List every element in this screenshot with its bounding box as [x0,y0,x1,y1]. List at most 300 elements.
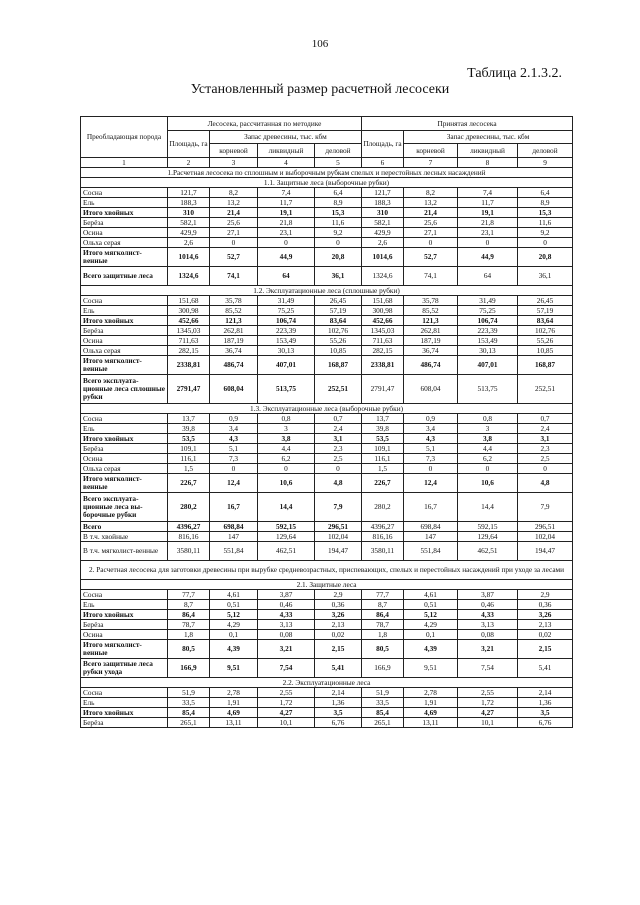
column-number: 6 [362,158,404,168]
value-cell: 1,36 [315,698,362,708]
table-row [81,188,573,198]
value-cell: 582,1 [362,218,404,228]
value-cell: 1345,03 [362,326,404,336]
value-cell: 11,7 [458,198,518,208]
value-cell: 0 [315,238,362,248]
value-cell: 26,45 [315,296,362,306]
value-cell: 3,87 [258,590,315,600]
value-cell: 27,1 [210,228,258,238]
value-cell: 2,78 [210,688,258,698]
value-cell: 3,1 [315,434,362,444]
table-row [81,248,573,267]
value-cell: 121,7 [362,188,404,198]
species-cell: Итого мягколист-венные [81,248,168,267]
species-cell: В т.ч. мягколист-венные [81,542,168,561]
value-cell: 36,1 [315,267,362,286]
section-row [81,561,573,580]
value-cell: 0,51 [404,600,458,610]
value-cell: 194,47 [518,542,573,561]
column-number: 7 [404,158,458,168]
value-cell: 4,69 [210,708,258,718]
value-cell: 265,1 [362,718,404,728]
value-cell: 3,87 [458,590,518,600]
value-cell: 77,7 [168,590,210,600]
value-cell: 11,7 [258,198,315,208]
value-cell: 262,81 [210,326,258,336]
value-cell: 3,21 [258,640,315,659]
value-cell: 1,5 [362,464,404,474]
species-cell: Сосна [81,188,168,198]
value-cell: 10,6 [458,474,518,493]
value-cell: 11,6 [315,218,362,228]
value-cell: 188,3 [168,198,210,208]
value-cell: 3,5 [518,708,573,718]
value-cell: 2,15 [315,640,362,659]
table-row [81,610,573,620]
column-number: 9 [518,158,573,168]
value-cell: 85,4 [362,708,404,718]
value-cell: 429,9 [362,228,404,238]
value-cell: 4,69 [404,708,458,718]
value-cell: 0,9 [210,414,258,424]
value-cell: 2,55 [458,688,518,698]
value-cell: 36,1 [518,267,573,286]
value-cell: 698,84 [210,522,258,532]
header-stock-group: Запас древесины, тыс. кбм [210,131,362,144]
value-cell: 194,47 [315,542,362,561]
value-cell: 25,6 [210,218,258,228]
value-cell: 121,7 [168,188,210,198]
column-number-row [81,158,573,168]
value-cell: 102,76 [518,326,573,336]
value-cell: 265,1 [168,718,210,728]
section-title: 1.1. Защитные леса (выборочные рубки) [81,178,573,188]
table-row [81,228,573,238]
value-cell: 102,76 [315,326,362,336]
value-cell: 4,3 [210,434,258,444]
value-cell: 4,29 [404,620,458,630]
value-cell: 30,13 [258,346,315,356]
value-cell: 0 [315,464,362,474]
table-row [81,198,573,208]
species-cell: Осина [81,630,168,640]
value-cell: 27,1 [404,228,458,238]
value-cell: 9,2 [315,228,362,238]
value-cell: 0,8 [458,414,518,424]
section-row [81,286,573,296]
value-cell: 300,98 [168,306,210,316]
value-cell: 35,78 [404,296,458,306]
table-row [81,375,573,404]
value-cell: 3580,11 [168,542,210,561]
value-cell: 282,15 [362,346,404,356]
table-row [81,424,573,434]
table-row [81,708,573,718]
species-cell: Ель [81,306,168,316]
value-cell: 2,3 [315,444,362,454]
value-cell: 33,5 [362,698,404,708]
value-cell: 3,8 [258,434,315,444]
value-cell: 2,3 [518,444,573,454]
value-cell: 2,6 [168,238,210,248]
value-cell: 9,2 [518,228,573,238]
species-cell: Берёза [81,718,168,728]
value-cell: 1,91 [210,698,258,708]
value-cell: 10,85 [315,346,362,356]
value-cell: 0 [458,238,518,248]
value-cell: 4,39 [404,640,458,659]
section-row [81,580,573,590]
value-cell: 816,16 [168,532,210,542]
table-row [81,218,573,228]
value-cell: 608,04 [404,375,458,404]
table-title: Установленный размер расчетной лесосеки [190,82,450,97]
value-cell: 2338,81 [168,356,210,375]
value-cell: 0,02 [315,630,362,640]
value-cell: 6,4 [315,188,362,198]
value-cell: 452,66 [168,316,210,326]
value-cell: 3,8 [458,434,518,444]
value-cell: 513,75 [458,375,518,404]
value-cell: 4,33 [458,610,518,620]
value-cell: 4,27 [258,708,315,718]
value-cell: 36,74 [210,346,258,356]
value-cell: 83,64 [518,316,573,326]
value-cell: 106,74 [458,316,518,326]
value-cell: 75,25 [258,306,315,316]
value-cell: 1014,6 [362,248,404,267]
header-liquid: ликвидный [458,144,518,158]
table-row [81,698,573,708]
value-cell: 0,7 [518,414,573,424]
value-cell: 2,78 [404,688,458,698]
species-cell: Осина [81,336,168,346]
value-cell: 407,01 [458,356,518,375]
species-cell: Всего эксплуата-ционные леса сплошные рубки [81,375,168,404]
value-cell: 102,04 [518,532,573,542]
section-row [81,678,573,688]
value-cell: 9,51 [404,659,458,678]
value-cell: 10,1 [458,718,518,728]
value-cell: 3580,11 [362,542,404,561]
value-cell: 166,9 [362,659,404,678]
value-cell: 1014,6 [168,248,210,267]
value-cell: 2,15 [518,640,573,659]
value-cell: 16,7 [404,493,458,522]
value-cell: 6,2 [458,454,518,464]
value-cell: 0 [518,464,573,474]
forest-cutting-table [80,116,573,728]
value-cell: 85,4 [168,708,210,718]
table-row [81,493,573,522]
value-cell: 486,74 [210,356,258,375]
value-cell: 0,51 [210,600,258,610]
value-cell: 10,1 [258,718,315,728]
value-cell: 5,12 [404,610,458,620]
value-cell: 0,9 [404,414,458,424]
header-area: Площадь, га [362,131,404,158]
value-cell: 2,13 [315,620,362,630]
header-root: корневой [210,144,258,158]
value-cell: 168,87 [315,356,362,375]
table-row [81,346,573,356]
value-cell: 53,5 [168,434,210,444]
value-cell: 5,41 [315,659,362,678]
value-cell: 153,49 [258,336,315,346]
header-calc-group: Лесосека, рассчитанная по методике [168,117,362,131]
species-cell: Всего защитные леса [81,267,168,286]
species-cell: Итого хвойных [81,208,168,218]
value-cell: 2,5 [315,454,362,464]
value-cell: 1324,6 [168,267,210,286]
value-cell: 23,1 [258,228,315,238]
table-row [81,590,573,600]
value-cell: 4,4 [458,444,518,454]
header-stock-group: Запас древесины, тыс. кбм [404,131,573,144]
value-cell: 8,2 [404,188,458,198]
value-cell: 711,63 [168,336,210,346]
species-cell: Всего защитные леса рубки ухода [81,659,168,678]
section-row [81,404,573,414]
table-row [81,532,573,542]
species-cell: Ольха серая [81,238,168,248]
value-cell: 4,29 [210,620,258,630]
column-number: 1 [81,158,168,168]
value-cell: 25,6 [404,218,458,228]
species-cell: Итого хвойных [81,610,168,620]
table-row [81,688,573,698]
value-cell: 7,9 [518,493,573,522]
value-cell: 3,26 [518,610,573,620]
value-cell: 4,61 [404,590,458,600]
table-row [81,464,573,474]
value-cell: 2,55 [258,688,315,698]
value-cell: 452,66 [362,316,404,326]
value-cell: 3,1 [518,434,573,444]
value-cell: 2791,47 [362,375,404,404]
value-cell: 551,84 [210,542,258,561]
species-cell: Осина [81,454,168,464]
value-cell: 0,36 [518,600,573,610]
value-cell: 109,1 [362,444,404,454]
value-cell: 2,9 [315,590,362,600]
value-cell: 3 [458,424,518,434]
value-cell: 147 [404,532,458,542]
value-cell: 462,51 [458,542,518,561]
table-row [81,542,573,561]
value-cell: 0 [210,464,258,474]
species-cell: Итого мягколист-венные [81,356,168,375]
value-cell: 116,1 [362,454,404,464]
species-cell: Итого мягколист-венные [81,474,168,493]
value-cell: 252,51 [518,375,573,404]
value-cell: 64 [458,267,518,286]
value-cell: 2,4 [518,424,573,434]
value-cell: 109,1 [168,444,210,454]
section-title: 1.Расчетная лесосека по сплошным и выборочным рубкам спелых и перестойных лесных насаждений [81,168,573,178]
value-cell: 36,74 [404,346,458,356]
value-cell: 262,81 [404,326,458,336]
header-business: деловой [518,144,573,158]
value-cell: 252,51 [315,375,362,404]
value-cell: 226,7 [362,474,404,493]
value-cell: 77,7 [362,590,404,600]
value-cell: 20,8 [518,248,573,267]
value-cell: 74,1 [210,267,258,286]
value-cell: 7,4 [258,188,315,198]
value-cell: 2,4 [315,424,362,434]
value-cell: 26,45 [518,296,573,306]
value-cell: 2,14 [518,688,573,698]
value-cell: 223,39 [458,326,518,336]
table-row [81,718,573,728]
value-cell: 7,54 [458,659,518,678]
value-cell: 2,9 [518,590,573,600]
value-cell: 711,63 [362,336,404,346]
value-cell: 21,8 [258,218,315,228]
value-cell: 8,9 [518,198,573,208]
value-cell: 3,4 [404,424,458,434]
column-number: 4 [258,158,315,168]
value-cell: 1,8 [168,630,210,640]
value-cell: 0 [404,464,458,474]
value-cell: 5,1 [404,444,458,454]
value-cell: 0,02 [518,630,573,640]
value-cell: 16,7 [210,493,258,522]
value-cell: 8,7 [362,600,404,610]
value-cell: 121,3 [404,316,458,326]
value-cell: 698,84 [404,522,458,532]
species-cell: Берёза [81,444,168,454]
value-cell: 0 [258,464,315,474]
value-cell: 282,15 [168,346,210,356]
value-cell: 1,5 [168,464,210,474]
value-cell: 300,98 [362,306,404,316]
section-row [81,178,573,188]
species-cell: Всего [81,522,168,532]
value-cell: 3,5 [315,708,362,718]
value-cell: 187,19 [210,336,258,346]
value-cell: 83,64 [315,316,362,326]
value-cell: 7,54 [258,659,315,678]
table-row [81,522,573,532]
value-cell: 7,3 [210,454,258,464]
value-cell: 53,5 [362,434,404,444]
value-cell: 80,5 [168,640,210,659]
value-cell: 57,19 [518,306,573,316]
value-cell: 608,04 [210,375,258,404]
value-cell: 226,7 [168,474,210,493]
table-row [81,356,573,375]
value-cell: 0 [210,238,258,248]
species-cell: Осина [81,228,168,238]
value-cell: 14,4 [458,493,518,522]
value-cell: 52,7 [210,248,258,267]
value-cell: 4,27 [458,708,518,718]
value-cell: 188,3 [362,198,404,208]
value-cell: 21,4 [404,208,458,218]
value-cell: 513,75 [258,375,315,404]
value-cell: 2791,47 [168,375,210,404]
species-cell: Ель [81,600,168,610]
species-cell: Берёза [81,326,168,336]
value-cell: 592,15 [258,522,315,532]
value-cell: 2,6 [362,238,404,248]
value-cell: 280,2 [168,493,210,522]
value-cell: 0 [458,464,518,474]
species-cell: Берёза [81,620,168,630]
table-row [81,630,573,640]
value-cell: 1,36 [518,698,573,708]
species-cell: Ольха серая [81,346,168,356]
column-number: 3 [210,158,258,168]
value-cell: 4396,27 [168,522,210,532]
value-cell: 0,46 [258,600,315,610]
value-cell: 551,84 [404,542,458,561]
table-row [81,238,573,248]
table-row [81,336,573,346]
value-cell: 116,1 [168,454,210,464]
value-cell: 4,4 [258,444,315,454]
column-number: 8 [458,158,518,168]
table-row [81,267,573,286]
header-species: Преобладающая порода [81,117,168,158]
value-cell: 310 [362,208,404,218]
value-cell: 21,8 [458,218,518,228]
header-liquid: ликвидный [258,144,315,158]
value-cell: 0,8 [258,414,315,424]
section-title: 1.3. Эксплуатационные леса (выборочные рубки) [81,404,573,414]
table-row [81,208,573,218]
value-cell: 55,26 [315,336,362,346]
value-cell: 102,04 [315,532,362,542]
value-cell: 6,76 [315,718,362,728]
value-cell: 23,1 [458,228,518,238]
value-cell: 31,49 [258,296,315,306]
value-cell: 7,9 [315,493,362,522]
species-cell: Сосна [81,296,168,306]
table-row [81,326,573,336]
value-cell: 15,3 [518,208,573,218]
value-cell: 0,36 [315,600,362,610]
table-row [81,316,573,326]
value-cell: 8,7 [168,600,210,610]
species-cell: Итого хвойных [81,316,168,326]
value-cell: 2,5 [518,454,573,464]
header-root: корневой [404,144,458,158]
column-number: 2 [168,158,210,168]
value-cell: 121,3 [210,316,258,326]
table-row [81,640,573,659]
value-cell: 3,13 [258,620,315,630]
table-row [81,620,573,630]
species-cell: Итого хвойных [81,708,168,718]
value-cell: 153,49 [458,336,518,346]
header-area: Площадь, га [168,131,210,158]
value-cell: 6,76 [518,718,573,728]
value-cell: 129,64 [458,532,518,542]
value-cell: 0,08 [458,630,518,640]
value-cell: 4396,27 [362,522,404,532]
value-cell: 147 [210,532,258,542]
species-cell: Сосна [81,414,168,424]
value-cell: 3,4 [210,424,258,434]
section-title: 2. Расчетная лесосека для заготовки древесины при вырубке средневозрастных, приспевающих, спелых и перестойных насаждений при уходе за лесами [81,561,573,580]
value-cell: 296,51 [315,522,362,532]
value-cell: 75,25 [458,306,518,316]
species-cell: Итого хвойных [81,434,168,444]
value-cell: 310 [168,208,210,218]
